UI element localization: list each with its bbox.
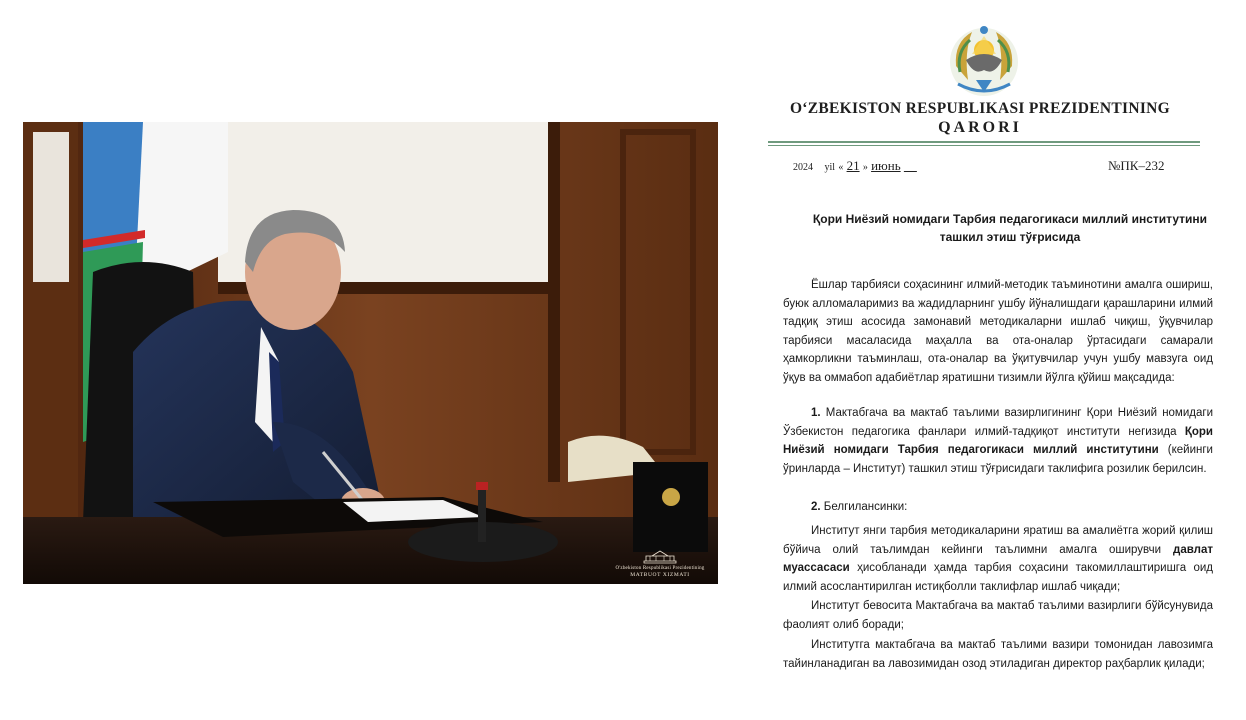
watermark-line-1: O'zbekiston Respublikasi Prezidentining	[615, 566, 705, 571]
date-yil: yil	[824, 162, 836, 173]
subject-line-1: Қори Ниёзий номидаги Тарбия педагогикаси миллий институтини	[812, 212, 1208, 226]
building-icon	[642, 550, 678, 564]
decree-number: №ПК–232	[1108, 158, 1165, 173]
press-service-watermark	[612, 550, 708, 578]
watermark-line-2: MATBUOT XIZMATI	[630, 572, 690, 578]
item-2-text: Белгилансинки:	[823, 501, 908, 513]
decree-document	[760, 0, 1230, 720]
decree-type: QARORI	[938, 119, 1022, 136]
item-2-number: 2.	[811, 501, 821, 513]
decree-heading: O‘ZBEKISTON RESPUBLIKASI PREZIDENTINING	[789, 100, 1171, 117]
date-year: 2024	[793, 162, 813, 173]
photo-illustration	[23, 122, 718, 584]
decree-subject	[800, 210, 1220, 246]
desk-flag-stand	[633, 462, 708, 552]
paragraph-institute-status	[783, 522, 1213, 596]
paragraph-preamble: Ёшлар тарбияси соҳасининг илмий-методик таъминотини амалга ошириш, буюк алломаларимиз ва жадидларнинг ушбу йўналишдаги қарашларини илмий тадқиқ этиш асосида замонавий методикаларни ишлаб чиқиш, ўқувчилар тарбияси масаласида маҳалла ва ота-оналар ўртасидаги самарали ҳамкорликни таъминлаш, ота-оналар ва ўқитувчилар учун ушбу мавзуга оид ўқув ва оммабоп адабиётлар яратишни тизимли йўлга қўйиш мақсадида:	[783, 279, 1213, 384]
state-emblem-icon	[946, 22, 1022, 98]
item-1-text-b: (кейинги ўринларда – Институт) ташкил этиш тўғрисидаги таклифига розилик берилсин.	[783, 444, 1213, 475]
status-text-b: ҳисобланади ҳамда тарбия соҳасини такомиллаштиришга оид илмий асослантирилган истиқболли таклифлар ишлаб чиқади;	[783, 562, 1213, 593]
item-1-number: 1.	[811, 407, 821, 419]
decree-date	[793, 158, 917, 174]
paragraph-subordination: Институт бевосита Мактабгача ва мактаб таълими вазирлиги бўйсунувида фаолият олиб боради;	[783, 600, 1213, 631]
status-text-a: Институт янги тарбия методикаларини яратиш ва амалиётга жорий қилиш бўйича олий таълимдан кейинги таълимни амалга оширувчи	[783, 525, 1213, 556]
paragraph-item-2	[783, 498, 1213, 517]
president-signing-photo	[23, 122, 718, 584]
date-quote-close: »	[862, 162, 868, 173]
paragraph-director: Институтга мактабгача ва мактаб таълими вазири томонидан лавозимга тайинланадиган ва лавозимидан озод этиладиган директор раҳбарлик қилади;	[783, 639, 1213, 670]
paragraph-item-1	[783, 404, 1213, 478]
subject-line-2: ташкил этиш тўғрисида	[939, 230, 1081, 244]
date-quote-open: «	[838, 162, 844, 173]
date-day: 21	[846, 158, 860, 173]
header-rule	[768, 141, 1200, 143]
item-1-text-bold: Қори Ниёзий номидаги Тарбия педагогикаси миллий институтини	[783, 425, 1213, 456]
header-rule-thin	[768, 145, 1200, 146]
item-1-text-a: Мактабгача ва мактаб таълими вазирлигининг Қори Ниёзий номидаги Ўзбекистон педагогика фанлари илмий-тадқиқот институти негизида	[783, 407, 1213, 438]
date-month: июнь	[871, 158, 901, 173]
status-text-bold: давлат муассасаси	[783, 543, 1213, 574]
